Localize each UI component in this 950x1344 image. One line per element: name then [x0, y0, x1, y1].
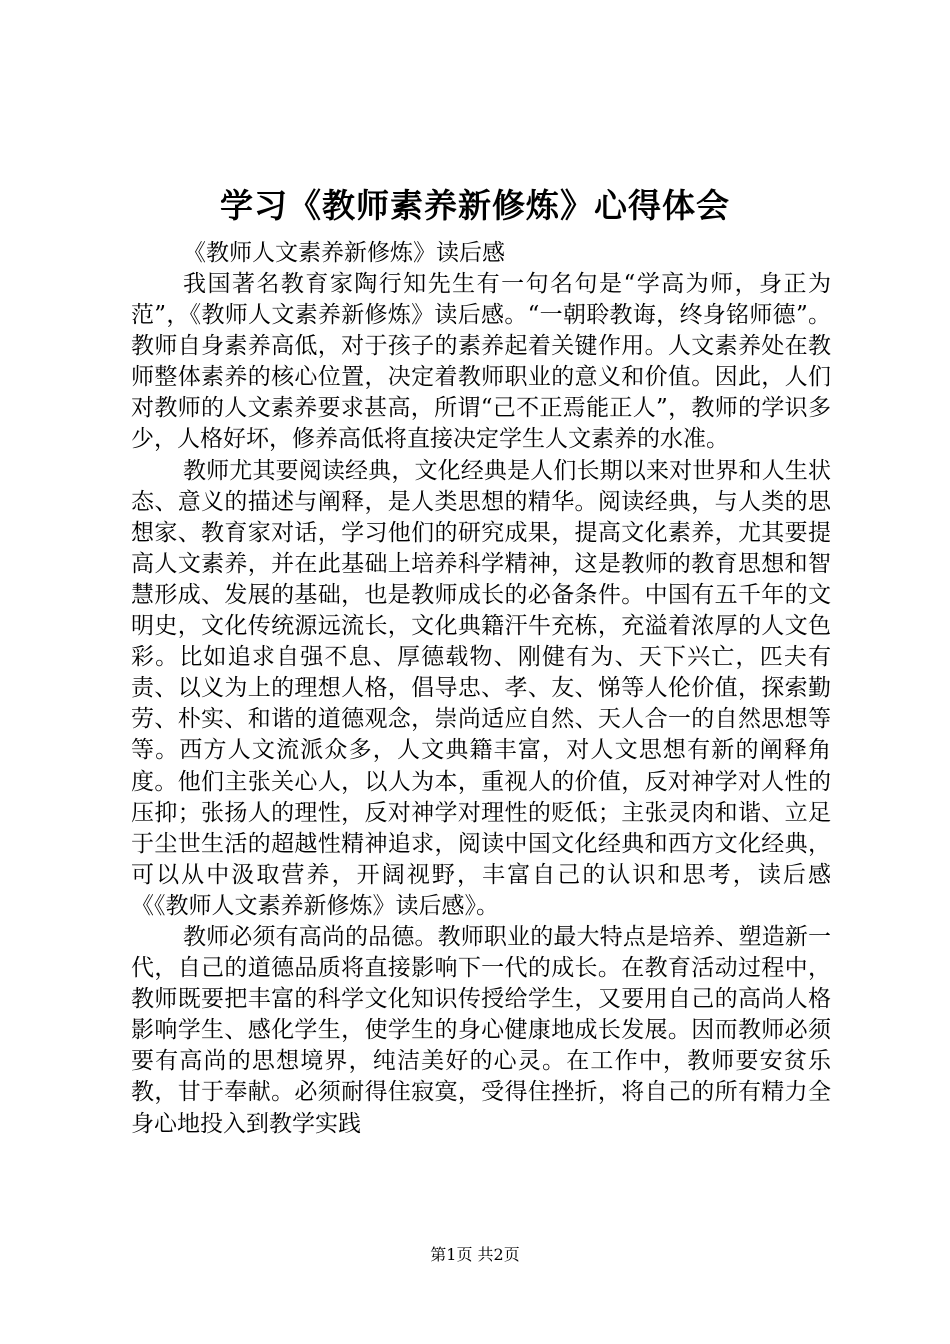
- document-title: 学习《教师素养新修炼》心得体会: [220, 186, 730, 225]
- document-body: [131, 238, 831, 1140]
- paragraph-1: 我国著名教育家陶行知先生有一句名句是“学高为师，身正为范”，《教师人文素养新修炼》读后感。“一朝聆教诲，终身铭师德”。教师自身素养高低，对于孩子的素养起着关键作用。人文素养处在教师整体素养的核心位置，决定着教师职业的意义和价值。因此，人们对教师的人文素养要求甚高，所谓“己不正焉能正人”，教师的学识多少，人格好坏，修养高低将直接决定学生人文素养的水准。: [131, 271, 831, 453]
- page-number-footer: 第1页 共2页: [430, 1245, 520, 1264]
- paragraph-3: 教师必须有高尚的品德。教师职业的最大特点是培养、塑造新一代，自己的道德品质将直接影响下一代的成长。在教育活动过程中，教师既要把丰富的科学文化知识传授给学生，又要用自己的高尚人格影响学生、感化学生，使学生的身心健康地成长发展。因而教师必须要有高尚的思想境界，纯洁美好的心灵。在工作中，教师要安贫乐教，甘于奉献。必须耐得住寂寞，受得住挫折，将自己的所有精力全身心地投入到教学实践: [131, 923, 831, 1137]
- paragraph-2: 教师尤其要阅读经典，文化经典是人们长期以来对世界和人生状态、意义的描述与阐释，是人类思想的精华。阅读经典，与人类的思想家、教育家对话，学习他们的研究成果，提高文化素养，尤其要提高人文素养，并在此基础上培养科学精神，这是教师的教育思想和智慧形成、发展的基础，也是教师成长的必备条件。中国有五千年的文明史，文化传统源远流长，文化典籍汗牛充栋，充溢着浓厚的人文色彩。比如追求自强不息、厚德载物、刚健有为、天下兴亡，匹夫有责、以义为上的理想人格，倡导忠、孝、友、悌等人伦价值，探索勤劳、朴实、和谐的道德观念，崇尚适应自然、天人合一的自然思想等等。西方人文流派众多，人文典籍丰富，对人文思想有新的阐释角度。他们主张关心人，以人为本，重视人的价值，反对神学对人性的压抑；张扬人的理性，反对神学对理性的贬低；主张灵肉和谐、立足于尘世生活的超越性精神追求，阅读中国文化经典和西方文化经典，可以从中汲取营养，开阔视野，丰富自己的认识和思考，读后感《《教师人文素养新修炼》读后感》。: [131, 457, 831, 919]
- document-subtitle: 《教师人文素养新修炼》读后感: [183, 240, 505, 266]
